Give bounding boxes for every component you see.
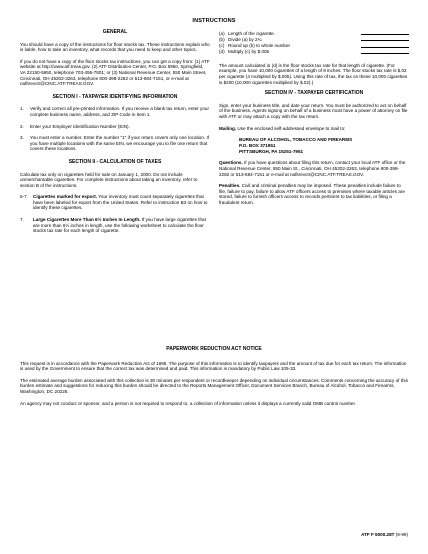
item-number: 1. [20, 106, 24, 112]
questions-paragraph [219, 160, 409, 177]
worksheet-row-d [219, 49, 409, 55]
section1-item-2 [20, 124, 210, 130]
penalties-text: Civil and criminal penalties may be imposed. These penalties include failure to file, failure to pay, failure to allow ATF officers access to premises where taxable articles are stored, failure to furnish officers access to records pertinent to tax liabilities, or filing a fraudulent return. [219, 183, 405, 206]
row-label: (c) [219, 42, 225, 48]
item-number: 5-7. [20, 194, 28, 200]
section2-item-5-7 [20, 194, 210, 211]
answer-line [361, 34, 409, 35]
section4-paragraph-1: Sign, enter your business title, and date your return. You must be authorized to act on behalf of the business. Agents signing on behalf of a business must have a power of attorney on file with ATF or may attach a copy with the tax return. [219, 102, 408, 119]
right-column [219, 30, 409, 212]
item-text: Verify and correct all pre-printed information. If you receive a blank tax return, enter your complete business name, address, and ZIP Code in Item 1. [30, 106, 209, 117]
section2-intro: Calculate tax only on cigarettes held for sale on January 1, 2000. Do not include unmerchantable cigarettes. For complete instructions about taking an inventory, refer to section B of the instructions. [20, 171, 198, 188]
general-paragraph-2: If you do not have a copy of the floor stocks tax instructions, you can get a copy from: (1) ATF website at http://www.atf.treas.gov. (2) ATF Distribution Center, P.O. Box 5950, Springfield, VA 22150-5950, telephone 703-455-7801; or (3) National Revenue Center, 550 Main Street, Cincinnati, OH 45202-3263, telephone 800-398-2282 or 513-684-7151, or e-mail at nafitrevctr@CINC.ATF.TREAS.GOV. [20, 58, 210, 87]
section2-item-7 [20, 217, 210, 234]
section4-heading: SECTION IV - TAXPAYER CERTIFICATION [264, 90, 364, 97]
answer-line [361, 53, 409, 54]
item-text: Enter your Employer Identification Number (EIN). [30, 123, 130, 129]
mailing-text: Use the enclosed self-addressed envelope to mail to: [236, 125, 346, 131]
answer-line [361, 47, 409, 48]
address-line: BUREAU OF ALCOHOL, TOBACCO AND FIREARMS [239, 137, 353, 143]
item-number: 3. [20, 135, 24, 141]
address-line: PITTSBURGH, PA 15251-7951 [239, 148, 304, 154]
penalties-label: Penalties. [219, 183, 241, 189]
paperwork-heading: PAPERWORK REDUCTION ACT NOTICE [166, 346, 262, 352]
paperwork-paragraph-2: The estimated average burden associated with this collection is 30 minutes per respondent or recordkeeper depending on individual circumstances. Comments concerning the accuracy of this burden estimate and suggestions for reducing this burden should be directed to the Reports Management Officer, Document Services Branch, Bureau of Alcohol, Tobacco and Firearms, Washington, DC 20226. [20, 377, 408, 394]
section1-item-3 [20, 135, 210, 152]
general-paragraph-1: You should have a copy of the instructions for floor stocks tax. These instructions explain who is liable, how to take an inventory, what records that you need to keep and other topics. [20, 41, 210, 53]
paperwork-notice [20, 347, 408, 412]
item-number: 2. [20, 123, 24, 129]
mailing-label: Mailing. [219, 125, 237, 131]
left-column [20, 30, 210, 240]
general-heading: GENERAL [102, 29, 128, 35]
row-label: (a) [219, 30, 225, 36]
row-text: Divide (a) by 2¾ [228, 36, 262, 42]
row-text: Round up (b) to whole number [228, 42, 291, 48]
paperwork-paragraph-3: An agency may not conduct or sponsor, and a person is not required to respond to, a collection of information unless it displays a currently valid OMB control number. [20, 400, 357, 406]
questions-label: Questions. [219, 160, 243, 166]
questions-text: If you have questions about filing this return, contact your local ATF office or the National Revenue Center, 550 Main St., Cincinnati, OH 45202-3263, telephone 800-398-2282 or 513-684-7151 or e-mail at nafitrevctr@CINC.ATF.TREAS.GOV. [219, 160, 406, 177]
row-label: (d) [219, 49, 225, 55]
mailing-address [219, 137, 409, 154]
item-text: If you have large cigarettes that are more than 6½ inches in length, use the following worksheet to calculate the floor stocks tax rate for each length of cigarette. [33, 217, 206, 234]
section1-item-1 [20, 106, 210, 117]
section1-heading: SECTION I - TAXPAYER IDENTIFYING INFORMATION [52, 93, 178, 100]
item-text: Your inventory must count separately cigarettes that have been labeled for export from the United States. Refer to instruction B3 on how to identify these cigarettes. [33, 194, 208, 211]
worksheet-note: The amount calculated in (d) is the floor stocks tax rate for that length of cigarette. (For example, you have 10,000 cigarettes of a length of 9 inches. The floor stocks tax rate is $.02 per cigarette (4 multiplied by $.005). Using this rate of tax, the tax on these 10,000 cigarettes is $200 (10,000 cigarettes multiplied by $.02).) [219, 62, 408, 85]
row-text: Multiply (c) by $.005 [228, 49, 270, 55]
section2-heading: SECTION II - CALCULATION OF TAXES [68, 158, 162, 165]
item-number: 7. [20, 217, 24, 223]
row-text: Length of the cigarette. [228, 30, 275, 36]
address-line: P.O. BOX 371951 [239, 142, 276, 148]
mailing-paragraph [219, 126, 409, 132]
penalties-paragraph [219, 183, 409, 205]
form-revision: (9-99) [394, 532, 408, 537]
item-text: You must enter a number. Enter the number "1" if your return covers only one location. If you have multiple locations with the same EIN, we encourage you to file one return that covers these locations. [30, 135, 210, 152]
row-label: (b) [219, 36, 225, 42]
worksheet [219, 30, 409, 55]
page-title: INSTRUCTIONS [192, 18, 236, 24]
form-footer [361, 532, 408, 537]
answer-line [361, 40, 409, 41]
item-title: Large Cigarettes More Than 6½ Inches In Length. [33, 217, 141, 223]
form-id: ATF F 5000.28T [361, 532, 395, 537]
item-title: Cigarettes marked for export. [33, 194, 98, 200]
paperwork-paragraph-1: This request is in accordance with the Paperwork Reduction Act of 1995. The purpose of this information is to identify taxpayers and the amount of tax due for each tax return. The information is used by the Government to ensure that the correct tax was determined and paid. This information is mandatory by Public Law 105-33. [20, 360, 407, 372]
